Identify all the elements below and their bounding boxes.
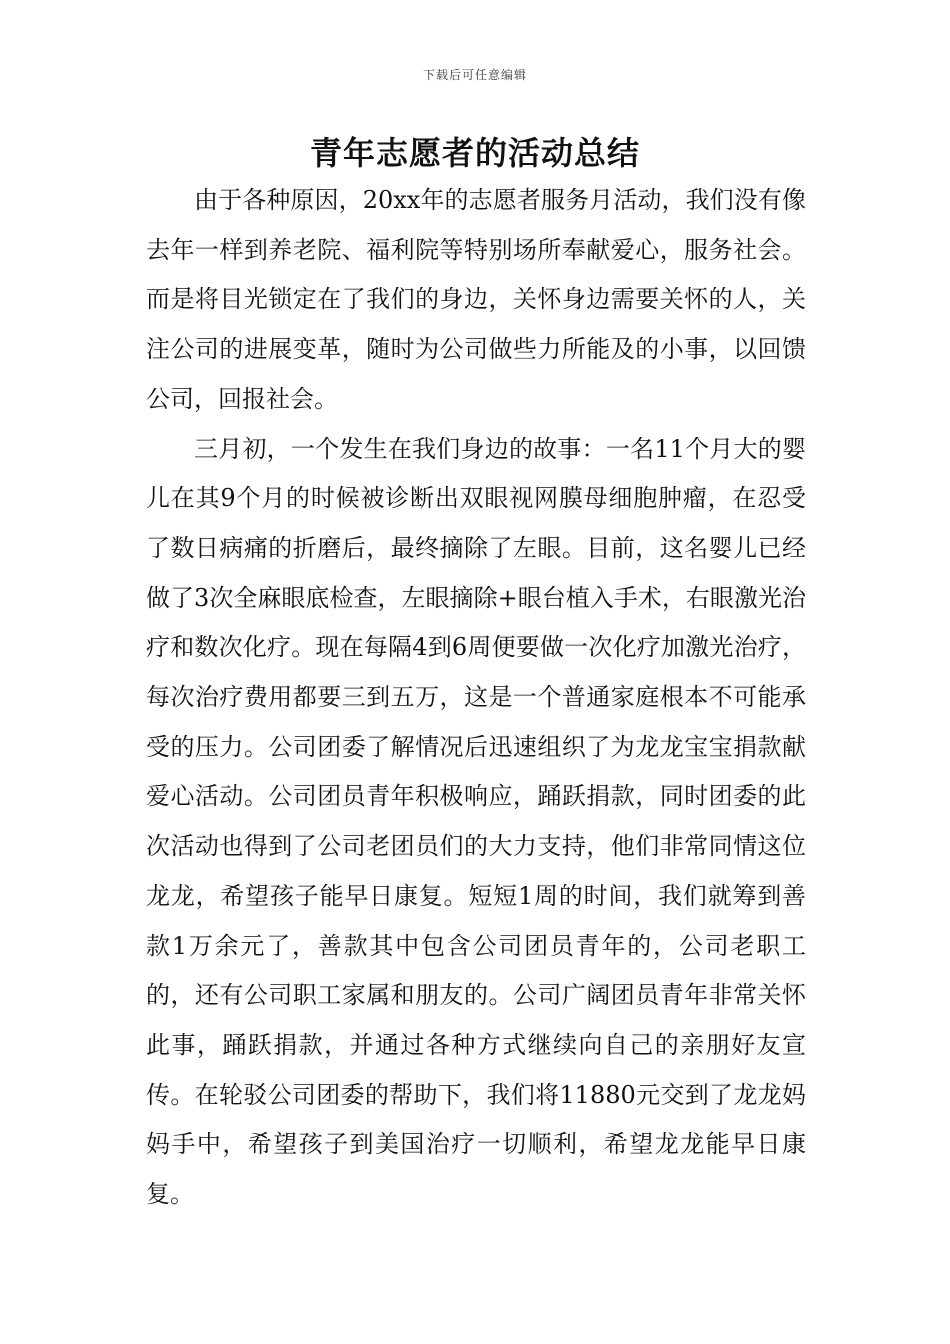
document-body (146, 176, 806, 1220)
header-note: 下载后可任意编辑 (422, 68, 527, 82)
document-title: 青年志愿者的活动总结 (309, 134, 640, 172)
paragraph-story: 三月初，一个发生在我们身边的故事：一名11个月大的婴儿在其9个月的时候被诊断出双眼视网膜母细胞肿瘤，在忍受了数日病痛的折磨后，最终摘除了左眼。目前，这名婴儿已经做了3次全麻眼底检查，左眼摘除+眼台植入手术，右眼激光治疗和数次化疗。现在每隔4到6周便要做一次化疗加激光治疗，每次治疗费用都要三到五万，这是一个普通家庭根本不可能承受的压力。公司团委了解情况后迅速组织了为龙龙宝宝捐款献爱心活动。公司团员青年积极响应，踊跃捐款，同时团委的此次活动也得到了公司老团员们的大力支持，他们非常同情这位龙龙，希望孩子能早日康复。短短1周的时间，我们就筹到善款1万余元了，善款其中包含公司团员青年的，公司老职工的，还有公司职工家属和朋友的。公司广阔团员青年非常关怀此事，踊跃捐款，并通过各种方式继续向自己的亲朋好友宣传。在轮驳公司团委的帮助下，我们将11880元交到了龙龙妈妈手中，希望孩子到美国治疗一切顺利，希望龙龙能早日康复。 (146, 434, 806, 1209)
paragraph-intro: 由于各种原因，20xx年的志愿者服务月活动，我们没有像去年一样到养老院、福利院等特别场所奉献爱心，服务社会。而是将目光锁定在了我们的身边，关怀身边需要关怀的人，关注公司的进展变革，随时为公司做些力所能及的小事，以回馈公司，回报社会。 (146, 186, 806, 413)
